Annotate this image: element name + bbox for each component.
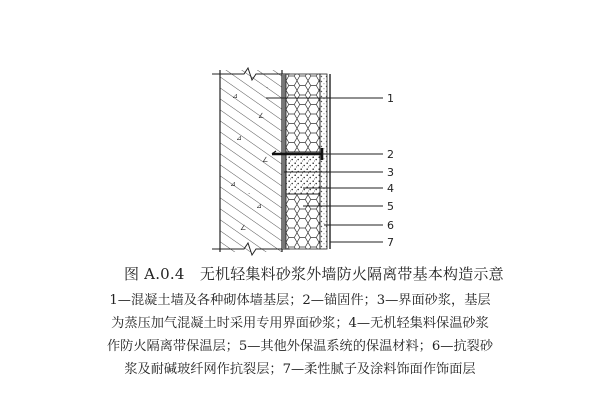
legend-line: 作防火隔离带保温层；5—其他外保温系统的保温材料；6—抗裂砂: [106, 339, 494, 354]
insulation-upper: [286, 74, 320, 152]
wall-base-layer: [212, 68, 290, 255]
svg-text:∠: ∠: [258, 112, 265, 120]
svg-text:∠: ∠: [240, 224, 247, 232]
callout-7: 7: [387, 236, 394, 249]
figure-caption: [0, 262, 600, 416]
interface-mortar-layer: [282, 74, 286, 249]
insulation-lower: [286, 194, 320, 249]
svg-text:⊿: ⊿: [236, 134, 242, 142]
svg-text:·: ·: [248, 190, 251, 198]
legend-line: 1—混凝土墙及各种砌体墙基层；2—锚固件；3—界面砂浆，基层: [109, 293, 491, 308]
callout-4: 4: [387, 182, 394, 195]
anti-crack-layer: [320, 74, 327, 249]
callout-6: 6: [387, 219, 394, 232]
svg-text:∠: ∠: [262, 156, 269, 164]
callout-3: 3: [387, 166, 394, 179]
callout-1: 1: [387, 92, 394, 105]
svg-text:⊿: ⊿: [232, 92, 238, 100]
callout-5: 5: [387, 200, 394, 213]
legend-line: 浆及耐碱玻纤网作抗裂层；7—柔性腻子及涂料饰面作饰面层: [124, 362, 476, 377]
caption-title: 图 A.0.4 无机轻集料砂浆外墙防火隔离带基本构造示意: [124, 265, 504, 283]
svg-text:·: ·: [266, 84, 269, 92]
callout-2: 2: [387, 148, 394, 161]
svg-text:⊿: ⊿: [230, 180, 236, 188]
legend-line: 为蒸压加气混凝土时采用专用界面砂浆；4—无机轻集料保温砂浆: [111, 316, 489, 331]
svg-text:⊿: ⊿: [256, 202, 262, 210]
